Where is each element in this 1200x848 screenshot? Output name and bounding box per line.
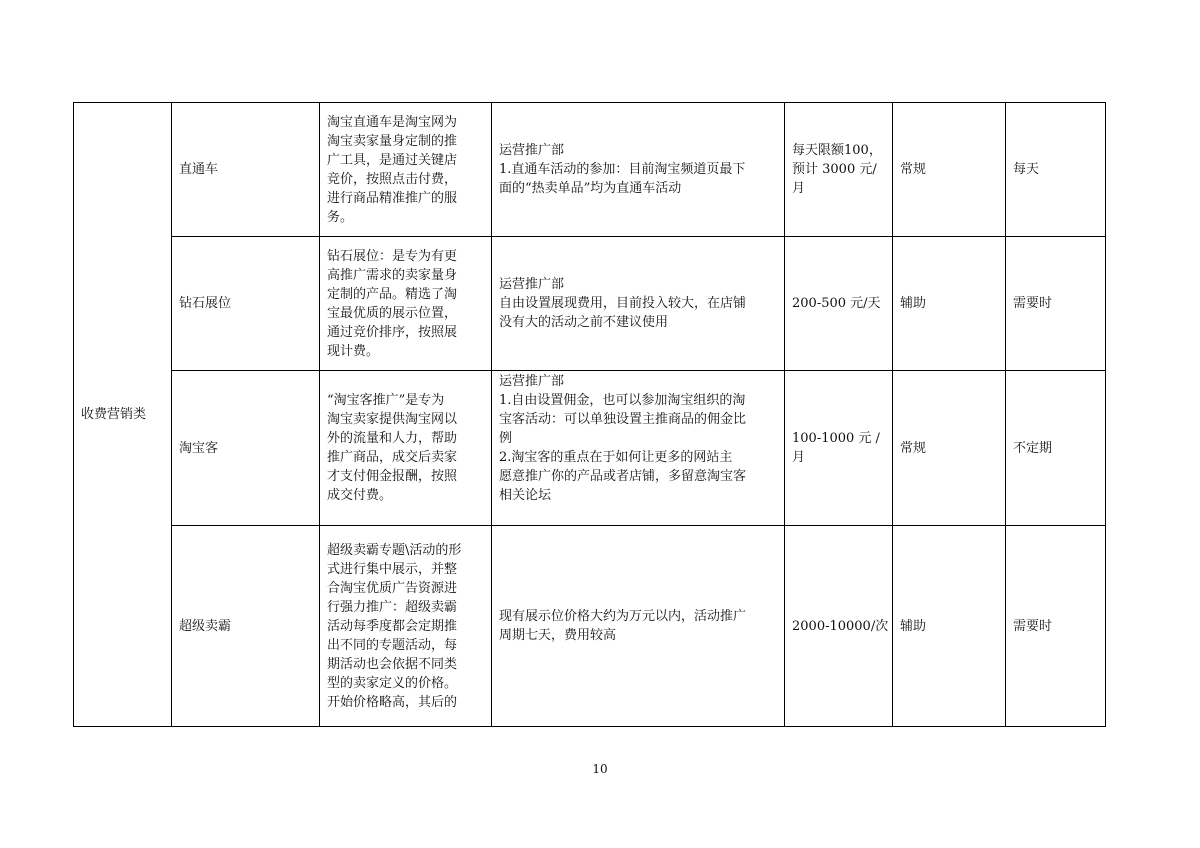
channel-name: 超级卖霸 <box>172 526 320 727</box>
page-number: 10 <box>592 762 608 776</box>
cost-cell: 100-1000 元 / 月 <box>785 371 893 526</box>
department-notes: 运营推广部 1.自由设置佣金，也可以参加淘宝组织的淘 宝客活动：可以单独设置主推商品的佣金比 例 2.淘宝客的重点在于如何让更多的网站主 愿意推广你的产品或者店铺，多留意淘宝客 相关论坛 <box>492 371 785 526</box>
frequency-cell: 需要时 <box>1006 526 1106 727</box>
type-cell: 辅助 <box>893 526 1006 727</box>
cost-cell: 2000-10000/次 <box>785 526 893 727</box>
frequency-cell: 不定期 <box>1006 371 1106 526</box>
channel-name: 钻石展位 <box>172 237 320 371</box>
frequency-cell: 每天 <box>1006 103 1106 237</box>
channel-description: 超级卖霸专题\活动的形 式进行集中展示，并整 合淘宝优质广告资源进 行强力推广：超级卖霸 活动每季度都会定期推 出不同的专题活动，每 期活动也会依据不同类 型的卖家定义的价格。 开始价格略高，其后的 <box>320 526 492 727</box>
frequency-cell: 需要时 <box>1006 237 1106 371</box>
department-notes: 运营推广部 自由设置展现费用，目前投入较大，在店铺 没有大的活动之前不建议使用 <box>492 237 785 371</box>
channel-name: 直通车 <box>172 103 320 237</box>
department-notes: 现有展示位价格大约为万元以内，活动推广 周期七天，费用较高 <box>492 526 785 727</box>
type-cell: 辅助 <box>893 237 1006 371</box>
promotion-table <box>73 102 1106 727</box>
channel-description: “淘宝客推广”是专为 淘宝卖家提供淘宝网以 外的流量和人力，帮助 推广商品，成交后卖家 才支付佣金报酬，按照 成交付费。 <box>320 371 492 526</box>
channel-description: 淘宝直通车是淘宝网为 淘宝卖家量身定制的推 广工具，是通过关键店 竞价，按照点击付费， 进行商品精准推广的服 务。 <box>320 103 492 237</box>
table-row <box>74 371 1106 526</box>
cost-cell: 200-500 元/天 <box>785 237 893 371</box>
category-cell: 收费营销类 <box>74 103 172 727</box>
table-row <box>74 237 1106 371</box>
table-row <box>74 526 1106 727</box>
department-notes: 运营推广部 1.直通车活动的参加：目前淘宝频道页最下 面的“热卖单品”均为直通车活动 <box>492 103 785 237</box>
channel-description: 钻石展位：是专为有更 高推广需求的卖家量身 定制的产品。精选了淘 宝最优质的展示位置， 通过竞价排序，按照展 现计费。 <box>320 237 492 371</box>
table-row <box>74 103 1106 237</box>
cost-cell: 每天限额100， 预计 3000 元/ 月 <box>785 103 893 237</box>
type-cell: 常规 <box>893 371 1006 526</box>
channel-name: 淘宝客 <box>172 371 320 526</box>
type-cell: 常规 <box>893 103 1006 237</box>
